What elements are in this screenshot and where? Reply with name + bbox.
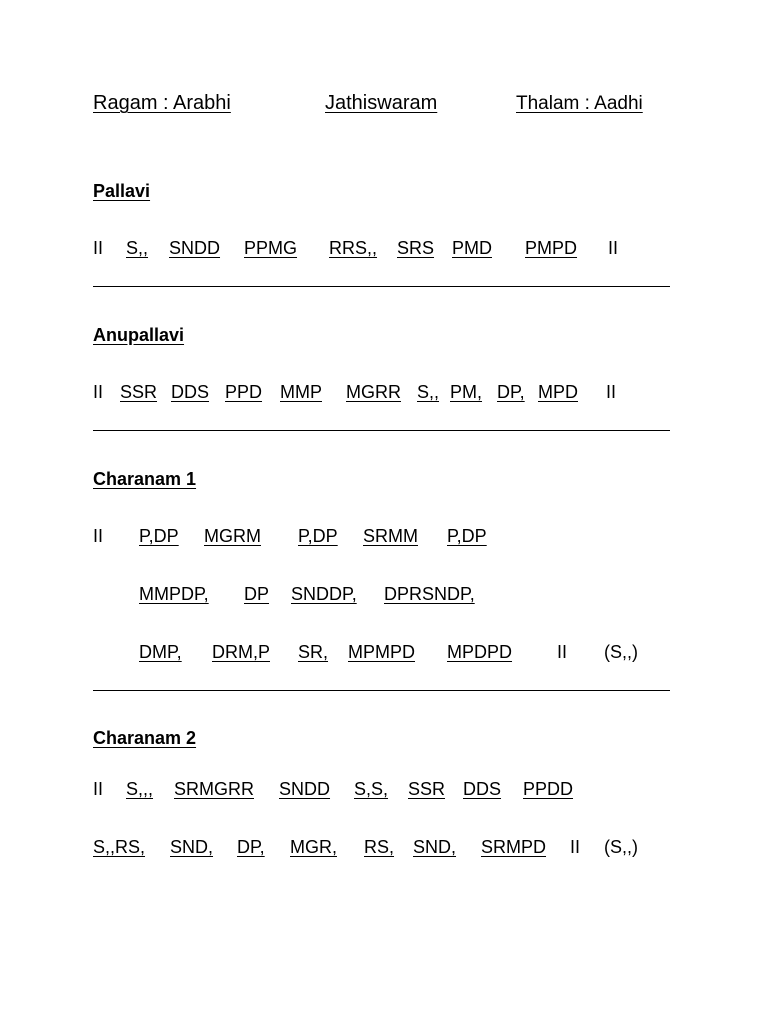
composition-title: Jathiswaram	[325, 92, 438, 114]
swara-group: PPDD	[523, 779, 574, 799]
swara-group: SSR	[408, 779, 446, 799]
swara-group: P,DP	[139, 526, 179, 546]
swara-group: SRMM	[363, 526, 418, 546]
swara-group: DDS	[463, 779, 502, 799]
section-title-pallavi: Pallavi	[93, 181, 151, 201]
section-title-charanam-1: Charanam 1	[93, 469, 197, 489]
swara-group: SNDD	[169, 238, 221, 258]
bar-end: II	[606, 382, 617, 402]
swara-group: RRS,,	[329, 238, 378, 258]
swara-group: S,,,	[126, 779, 154, 799]
return-swara: (S,,)	[604, 837, 638, 857]
bar-end: II	[608, 238, 619, 258]
swara-group: MPMPD	[348, 642, 415, 662]
swara-group: DP,	[237, 837, 265, 857]
swara-group: S,,	[417, 382, 440, 402]
bar-start: II	[93, 238, 104, 258]
swara-group: MPD	[538, 382, 578, 402]
swara-group: DPRSNDP,	[384, 584, 475, 604]
swara-group: SRS	[397, 238, 435, 258]
swara-group: MMPDP,	[139, 584, 209, 604]
swara-group: PMD	[452, 238, 492, 258]
swara-group: S,,	[126, 238, 149, 258]
bar-end: II	[570, 837, 581, 857]
swara-group: P,DP	[298, 526, 338, 546]
swara-group: DP,	[497, 382, 525, 402]
swara-group: MGRM	[204, 526, 261, 546]
section-divider	[93, 690, 670, 691]
swara-group: DP	[244, 584, 270, 604]
swara-group: RS,	[364, 837, 395, 857]
bar-end: II	[557, 642, 568, 662]
section-divider	[93, 286, 670, 287]
swara-group: SND,	[170, 837, 214, 857]
section-title-charanam-2: Charanam 2	[93, 728, 197, 748]
section-title-anupallavi: Anupallavi	[93, 325, 185, 345]
bar-start: II	[93, 779, 104, 799]
swara-group: SSR	[120, 382, 158, 402]
swara-group: DMP,	[139, 642, 182, 662]
swara-group: MMP	[280, 382, 322, 402]
thalam-label: Thalam : Aadhi	[516, 93, 643, 114]
return-swara: (S,,)	[604, 642, 638, 662]
swara-group: P,DP	[447, 526, 487, 546]
section-divider	[93, 430, 670, 431]
swara-group: SRMPD	[481, 837, 547, 857]
swara-group: SND,	[413, 837, 457, 857]
swara-group: SNDDP,	[291, 584, 357, 604]
swara-group: DRM,P	[212, 642, 270, 662]
swara-group: MPDPD	[447, 642, 513, 662]
swara-group: S,,RS,	[93, 837, 146, 857]
swara-group: PPD	[225, 382, 263, 402]
swara-group: PMPD	[525, 238, 578, 258]
bar-start: II	[93, 526, 104, 546]
swara-group: MGR,	[290, 837, 337, 857]
swara-group: DDS	[171, 382, 210, 402]
bar-start: II	[93, 382, 104, 402]
ragam-label: Ragam : Arabhi	[93, 92, 231, 114]
swara-group: S,S,	[354, 779, 389, 799]
swara-group: PM,	[450, 382, 483, 402]
swara-group: SNDD	[279, 779, 331, 799]
swara-group: PPMG	[244, 238, 298, 258]
swara-group: SRMGRR	[174, 779, 254, 799]
swara-group: MGRR	[346, 382, 401, 402]
swara-group: SR,	[298, 642, 329, 662]
